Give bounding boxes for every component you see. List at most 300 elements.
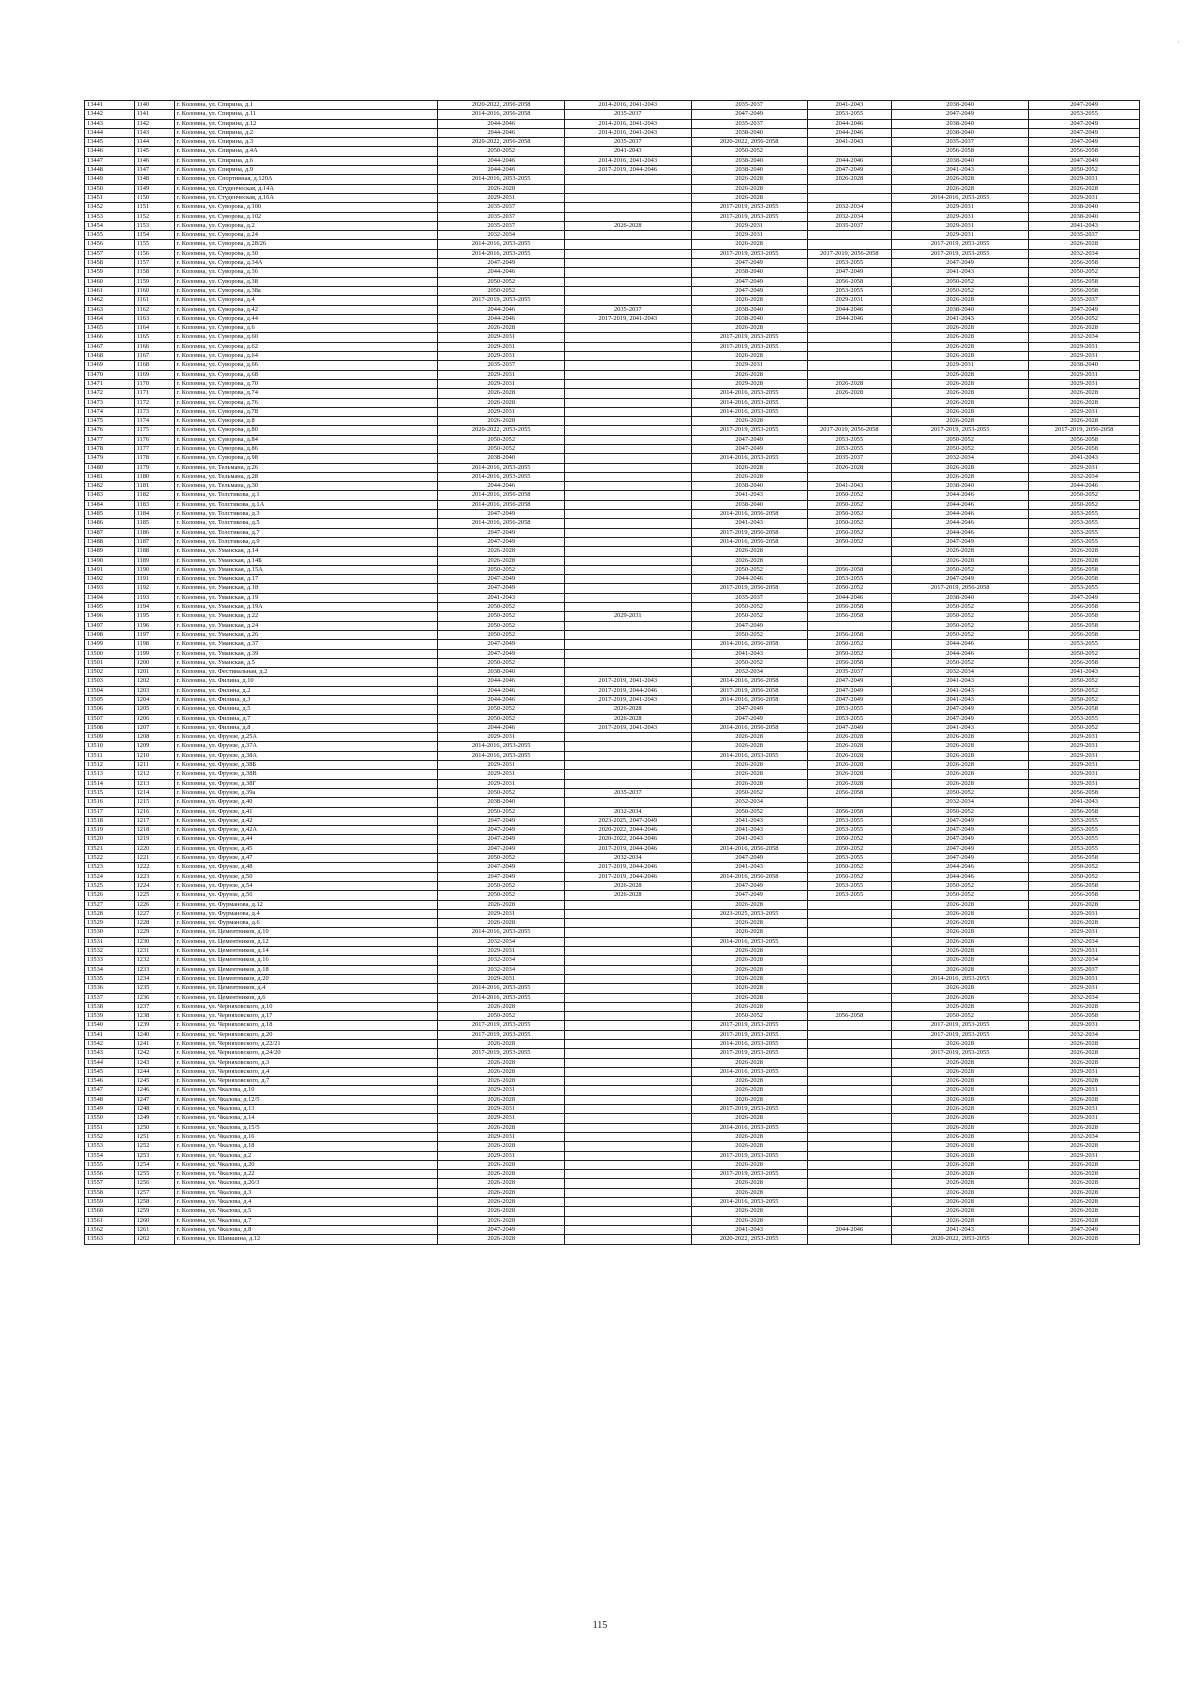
period-cell-1: 2014-2016, 2053-2055 (438, 463, 565, 472)
table-row (85, 277, 1140, 286)
address-cell: г. Коломна, ул. Фрунзе, д.38Б (174, 761, 438, 770)
period-cell-1: 2026-2028 (438, 547, 565, 556)
row-id-cell: 13507 (85, 714, 135, 723)
period-cell-1: 2020-2022, 2056-2058 (438, 138, 565, 147)
row-number-cell: 1144 (134, 138, 174, 147)
row-number-cell: 1233 (134, 965, 174, 974)
row-number-cell: 1203 (134, 686, 174, 695)
address-cell: г. Коломна, ул. Спирина, д.2 (174, 128, 438, 137)
period-cell-5: 2026-2028 (892, 919, 1029, 928)
table-row (85, 1049, 1140, 1058)
row-id-cell: 13465 (85, 324, 135, 333)
period-cell-1: 2050-2052 (438, 807, 565, 816)
period-cell-1: 2017-2019, 2053-2055 (438, 296, 565, 305)
row-id-cell: 13504 (85, 686, 135, 695)
row-number-cell: 1221 (134, 854, 174, 863)
period-cell-5: 2035-2037 (892, 138, 1029, 147)
row-number-cell: 1243 (134, 1058, 174, 1067)
period-cell-6: 2044-2046 (1029, 482, 1140, 491)
period-cell-5: 2026-2028 (892, 947, 1029, 956)
table-row (85, 705, 1140, 714)
period-cell-3: 2026-2028 (691, 770, 807, 779)
period-cell-4 (807, 928, 891, 937)
period-cell-2: 2026-2028 (565, 705, 692, 714)
table-row (85, 286, 1140, 295)
period-cell-3: 2026-2028 (691, 984, 807, 993)
period-cell-2 (565, 286, 692, 295)
address-cell: г. Коломна, ул. Спирина, д.9 (174, 166, 438, 175)
period-cell-2: 2035-2037 (565, 138, 692, 147)
address-cell: г. Коломна, ул. Черняховского, д.17 (174, 1012, 438, 1021)
period-cell-3: 2026-2028 (691, 919, 807, 928)
period-cell-2 (565, 1002, 692, 1011)
period-cell-1: 2026-2028 (438, 1198, 565, 1207)
period-cell-2: 2014-2016, 2041-2043 (565, 101, 692, 110)
period-cell-3: 2014-2016, 2053-2055 (691, 454, 807, 463)
period-cell-4 (807, 1198, 891, 1207)
row-number-cell: 1184 (134, 510, 174, 519)
row-id-cell: 13478 (85, 444, 135, 453)
row-id-cell: 13475 (85, 417, 135, 426)
row-id-cell: 13563 (85, 1235, 135, 1244)
period-cell-4 (807, 1132, 891, 1141)
period-cell-6: 2026-2028 (1029, 398, 1140, 407)
row-number-cell: 1225 (134, 891, 174, 900)
period-cell-4: 2026-2028 (807, 779, 891, 788)
period-cell-1: 2050-2052 (438, 603, 565, 612)
row-id-cell: 13506 (85, 705, 135, 714)
address-cell: г. Коломна, ул. Черняховского, д.3 (174, 1058, 438, 1067)
period-cell-1: 2029-2031 (438, 974, 565, 983)
period-cell-5: 2047-2049 (892, 826, 1029, 835)
period-cell-3: 2032-2034 (691, 668, 807, 677)
period-cell-1: 2014-2016, 2053-2055 (438, 928, 565, 937)
period-cell-2 (565, 454, 692, 463)
row-id-cell: 13444 (85, 128, 135, 137)
table-row (85, 1077, 1140, 1086)
period-cell-5: 2026-2028 (892, 1002, 1029, 1011)
row-number-cell: 1212 (134, 770, 174, 779)
period-cell-2 (565, 603, 692, 612)
row-number-cell: 1142 (134, 119, 174, 128)
address-cell: г. Коломна, ул. Цементников, д.18 (174, 965, 438, 974)
period-cell-2 (565, 212, 692, 221)
period-cell-6: 2053-2055 (1029, 844, 1140, 853)
period-cell-5: 2044-2046 (892, 510, 1029, 519)
table-row (85, 947, 1140, 956)
row-number-cell: 1246 (134, 1086, 174, 1095)
period-cell-6: 2029-2031 (1029, 751, 1140, 760)
table-row (85, 751, 1140, 760)
address-cell: г. Коломна, ул. Уманская, д.19А (174, 603, 438, 612)
period-cell-5: 2041-2043 (892, 677, 1029, 686)
period-cell-5: 2026-2028 (892, 1067, 1029, 1076)
period-cell-6: 2026-2028 (1029, 1049, 1140, 1058)
period-cell-5: 2044-2046 (892, 872, 1029, 881)
period-cell-6: 2047-2049 (1029, 101, 1140, 110)
row-number-cell: 1213 (134, 779, 174, 788)
period-cell-1: 2044-2046 (438, 482, 565, 491)
address-cell: г. Коломна, ул. Фурманова, д.12 (174, 900, 438, 909)
period-cell-2 (565, 1179, 692, 1188)
period-cell-5: 2026-2028 (892, 1188, 1029, 1197)
address-cell: г. Коломна, ул. Чкалова, д.26/3 (174, 1179, 438, 1188)
period-cell-3: 2029-2031 (691, 361, 807, 370)
period-cell-5: 2029-2031 (892, 221, 1029, 230)
table-row (85, 686, 1140, 695)
table-row (85, 184, 1140, 193)
period-cell-1: 2017-2019, 2053-2055 (438, 1030, 565, 1039)
period-cell-4: 2044-2046 (807, 1225, 891, 1234)
row-number-cell: 1165 (134, 333, 174, 342)
row-number-cell: 1206 (134, 714, 174, 723)
period-cell-2 (565, 658, 692, 667)
address-cell: г. Коломна, ул. Тельмана, д.26 (174, 463, 438, 472)
row-number-cell: 1197 (134, 630, 174, 639)
row-id-cell: 13496 (85, 612, 135, 621)
table-row (85, 714, 1140, 723)
table-row (85, 556, 1140, 565)
period-cell-6: 2050-2052 (1029, 863, 1140, 872)
period-cell-1: 2044-2046 (438, 686, 565, 695)
period-cell-4 (807, 324, 891, 333)
table-row (85, 1225, 1140, 1234)
period-cell-6: 2029-2031 (1029, 947, 1140, 956)
table-row (85, 361, 1140, 370)
row-number-cell: 1229 (134, 928, 174, 937)
table-row (85, 1207, 1140, 1216)
address-cell: г. Коломна, ул. Черняховского, д.18 (174, 1021, 438, 1030)
row-id-cell: 13467 (85, 342, 135, 351)
row-id-cell: 13480 (85, 463, 135, 472)
period-cell-5: 2017-2019, 2053-2055 (892, 1021, 1029, 1030)
address-cell: г. Коломна, ул. Цементников, д.20 (174, 974, 438, 983)
period-cell-1: 2032-2034 (438, 937, 565, 946)
row-number-cell: 1223 (134, 872, 174, 881)
period-cell-6: 2050-2052 (1029, 491, 1140, 500)
address-cell: г. Коломна, ул. Фрунзе, д.45 (174, 844, 438, 853)
period-cell-1: 2032-2034 (438, 965, 565, 974)
period-cell-2 (565, 510, 692, 519)
table-row (85, 472, 1140, 481)
period-cell-2 (565, 184, 692, 193)
period-cell-6: 2047-2049 (1029, 119, 1140, 128)
address-cell: г. Коломна, ул. Студенческая, д.14А (174, 184, 438, 193)
period-cell-3: 2047-2049 (691, 259, 807, 268)
period-cell-3: 2026-2028 (691, 1114, 807, 1123)
row-number-cell: 1161 (134, 296, 174, 305)
row-number-cell: 1228 (134, 919, 174, 928)
period-cell-5: 2047-2049 (892, 844, 1029, 853)
period-cell-3: 2026-2028 (691, 1095, 807, 1104)
period-cell-5: 2026-2028 (892, 1123, 1029, 1132)
table-row (85, 193, 1140, 202)
period-cell-6: 2050-2052 (1029, 872, 1140, 881)
period-cell-4: 2044-2046 (807, 593, 891, 602)
table-row (85, 138, 1140, 147)
period-cell-3: 2026-2028 (691, 1207, 807, 1216)
period-cell-3: 2047-2049 (691, 444, 807, 453)
row-id-cell: 13454 (85, 221, 135, 230)
row-number-cell: 1191 (134, 575, 174, 584)
table-row (85, 630, 1140, 639)
period-cell-2 (565, 203, 692, 212)
row-number-cell: 1148 (134, 175, 174, 184)
period-cell-1: 2044-2046 (438, 166, 565, 175)
address-cell: г. Коломна, ул. Суворова, д.36 (174, 268, 438, 277)
period-cell-2: 2026-2028 (565, 881, 692, 890)
period-cell-1: 2026-2028 (438, 324, 565, 333)
period-cell-4: 2053-2055 (807, 854, 891, 863)
data-table (84, 100, 1140, 1245)
period-cell-4: 2047-2049 (807, 166, 891, 175)
period-cell-2 (565, 537, 692, 546)
period-cell-3: 2026-2028 (691, 463, 807, 472)
period-cell-6: 2053-2055 (1029, 510, 1140, 519)
table-row (85, 575, 1140, 584)
period-cell-1: 2050-2052 (438, 435, 565, 444)
period-cell-3: 2026-2028 (691, 1216, 807, 1225)
period-cell-6: 2050-2052 (1029, 723, 1140, 732)
period-cell-1: 2026-2028 (438, 389, 565, 398)
period-cell-6: 2050-2052 (1029, 677, 1140, 686)
row-id-cell: 13500 (85, 649, 135, 658)
period-cell-2 (565, 965, 692, 974)
row-number-cell: 1262 (134, 1235, 174, 1244)
table-row (85, 510, 1140, 519)
period-cell-3: 2026-2028 (691, 370, 807, 379)
period-cell-6: 2056-2058 (1029, 603, 1140, 612)
table-row (85, 203, 1140, 212)
period-cell-5: 2026-2028 (892, 333, 1029, 342)
address-cell: г. Коломна, ул. Цементников, д.10 (174, 928, 438, 937)
row-number-cell: 1181 (134, 482, 174, 491)
period-cell-1: 2026-2028 (438, 1067, 565, 1076)
period-cell-4 (807, 342, 891, 351)
period-cell-1: 2014-2016, 2056-2058 (438, 491, 565, 500)
row-number-cell: 1185 (134, 519, 174, 528)
row-number-cell: 1145 (134, 147, 174, 156)
table-row (85, 463, 1140, 472)
period-cell-1: 2026-2028 (438, 1077, 565, 1086)
row-id-cell: 13523 (85, 863, 135, 872)
period-cell-3: 2026-2028 (691, 779, 807, 788)
row-id-cell: 13443 (85, 119, 135, 128)
row-id-cell: 13489 (85, 547, 135, 556)
period-cell-6: 2029-2031 (1029, 1105, 1140, 1114)
period-cell-6: 2035-2037 (1029, 296, 1140, 305)
row-id-cell: 13456 (85, 240, 135, 249)
period-cell-3: 2026-2028 (691, 761, 807, 770)
period-cell-2 (565, 417, 692, 426)
period-cell-1: 2041-2043 (438, 593, 565, 602)
period-cell-1: 2050-2052 (438, 714, 565, 723)
period-cell-4: 2056-2058 (807, 788, 891, 797)
period-cell-6: 2047-2049 (1029, 128, 1140, 137)
period-cell-2: 2035-2037 (565, 110, 692, 119)
period-cell-1: 2026-2028 (438, 1216, 565, 1225)
period-cell-6: 2026-2028 (1029, 389, 1140, 398)
period-cell-5: 2050-2052 (892, 1012, 1029, 1021)
row-number-cell: 1146 (134, 156, 174, 165)
address-cell: г. Коломна, ул. Спортивная, д.120А (174, 175, 438, 184)
period-cell-2 (565, 919, 692, 928)
period-cell-4: 2041-2043 (807, 101, 891, 110)
period-cell-3: 2038-2040 (691, 156, 807, 165)
address-cell: г. Коломна, ул. Уманская, д.5 (174, 658, 438, 667)
period-cell-1: 2050-2052 (438, 705, 565, 714)
period-cell-3: 2014-2016, 2053-2055 (691, 1039, 807, 1048)
row-number-cell: 1141 (134, 110, 174, 119)
address-cell: г. Коломна, ул. Суворова, д.98 (174, 454, 438, 463)
row-id-cell: 13550 (85, 1114, 135, 1123)
address-cell: г. Коломна, ул. Толстикова, д.7 (174, 528, 438, 537)
period-cell-1: 2044-2046 (438, 723, 565, 732)
period-cell-2 (565, 928, 692, 937)
period-cell-4 (807, 417, 891, 426)
row-number-cell: 1200 (134, 658, 174, 667)
row-id-cell: 13559 (85, 1198, 135, 1207)
row-number-cell: 1226 (134, 900, 174, 909)
period-cell-5: 2038-2040 (892, 119, 1029, 128)
address-cell: г. Коломна, ул. Чкалова, д.18 (174, 1142, 438, 1151)
address-cell: г. Коломна, ул. Чкалова, д.4 (174, 1198, 438, 1207)
period-cell-6: 2029-2031 (1029, 1021, 1140, 1030)
period-cell-2: 2017-2019, 2041-2043 (565, 696, 692, 705)
row-id-cell: 13558 (85, 1188, 135, 1197)
period-cell-4: 2044-2046 (807, 156, 891, 165)
row-number-cell: 1166 (134, 342, 174, 351)
period-cell-5: 2026-2028 (892, 417, 1029, 426)
period-cell-5: 2029-2031 (892, 212, 1029, 221)
period-cell-5: 2026-2028 (892, 1198, 1029, 1207)
period-cell-5: 2050-2052 (892, 435, 1029, 444)
period-cell-4: 2056-2058 (807, 565, 891, 574)
address-cell: г. Коломна, ул. Чкалова, д.8 (174, 1225, 438, 1234)
period-cell-6: 2050-2052 (1029, 686, 1140, 695)
period-cell-2 (565, 1030, 692, 1039)
address-cell: г. Коломна, ул. Цементников, д.6 (174, 993, 438, 1002)
period-cell-3: 2017-2019, 2053-2055 (691, 426, 807, 435)
row-id-cell: 13526 (85, 891, 135, 900)
period-cell-5: 2026-2028 (892, 379, 1029, 388)
period-cell-6: 2026-2028 (1029, 1142, 1140, 1151)
period-cell-3: 2020-2022, 2056-2058 (691, 138, 807, 147)
period-cell-5: 2026-2028 (892, 296, 1029, 305)
period-cell-6: 2056-2058 (1029, 658, 1140, 667)
row-id-cell: 13529 (85, 919, 135, 928)
address-cell: г. Коломна, ул. Уманская, д.39 (174, 649, 438, 658)
table-row (85, 314, 1140, 323)
period-cell-3: 2041-2043 (691, 519, 807, 528)
address-cell: г. Коломна, ул. Филина, д.10 (174, 677, 438, 686)
period-cell-2 (565, 240, 692, 249)
period-cell-1: 2047-2049 (438, 584, 565, 593)
address-cell: г. Коломна, ул. Чкалова, д.7 (174, 1216, 438, 1225)
period-cell-6: 2026-2028 (1029, 324, 1140, 333)
period-cell-1: 2026-2028 (438, 1123, 565, 1132)
row-number-cell: 1188 (134, 547, 174, 556)
row-number-cell: 1215 (134, 798, 174, 807)
period-cell-2 (565, 909, 692, 918)
period-cell-1: 2029-2031 (438, 1114, 565, 1123)
period-cell-6: 2026-2028 (1029, 1039, 1140, 1048)
period-cell-4: 2053-2055 (807, 259, 891, 268)
period-cell-6: 2050-2052 (1029, 268, 1140, 277)
period-cell-4: 2050-2052 (807, 500, 891, 509)
row-id-cell: 13503 (85, 677, 135, 686)
period-cell-6: 2026-2028 (1029, 1198, 1140, 1207)
address-cell: г. Коломна, ул. Уманская, д.15А (174, 565, 438, 574)
period-cell-2 (565, 1067, 692, 1076)
address-cell: г. Коломна, ул. Уманская, д.14 (174, 547, 438, 556)
period-cell-2: 2032-2034 (565, 807, 692, 816)
row-id-cell: 13522 (85, 854, 135, 863)
period-cell-4: 2050-2052 (807, 584, 891, 593)
period-cell-6: 2026-2028 (1029, 1058, 1140, 1067)
period-cell-3: 2014-2016, 2053-2055 (691, 389, 807, 398)
period-cell-4: 2050-2052 (807, 510, 891, 519)
table-row (85, 296, 1140, 305)
period-cell-3: 2047-2049 (691, 621, 807, 630)
row-id-cell: 13554 (85, 1151, 135, 1160)
row-number-cell: 1224 (134, 881, 174, 890)
period-cell-2: 2017-2019, 2044-2046 (565, 844, 692, 853)
table-row (85, 547, 1140, 556)
period-cell-2: 2014-2016, 2041-2043 (565, 156, 692, 165)
period-cell-6: 2032-2034 (1029, 1030, 1140, 1039)
period-cell-1: 2047-2049 (438, 259, 565, 268)
period-cell-2 (565, 277, 692, 286)
address-cell: г. Коломна, ул. Толстикова, д.3 (174, 510, 438, 519)
period-cell-6: 2026-2028 (1029, 1188, 1140, 1197)
row-id-cell: 13484 (85, 500, 135, 509)
period-cell-3: 2026-2028 (691, 193, 807, 202)
period-cell-4 (807, 919, 891, 928)
table-row (85, 1012, 1140, 1021)
period-cell-4 (807, 556, 891, 565)
period-cell-6: 2029-2031 (1029, 193, 1140, 202)
table-row (85, 156, 1140, 165)
period-cell-4: 2035-2037 (807, 221, 891, 230)
period-cell-4: 2026-2028 (807, 379, 891, 388)
period-cell-4 (807, 1123, 891, 1132)
table-row (85, 519, 1140, 528)
period-cell-1: 2038-2040 (438, 668, 565, 677)
row-id-cell: 13448 (85, 166, 135, 175)
period-cell-5: 2026-2028 (892, 547, 1029, 556)
period-cell-6: 2032-2034 (1029, 956, 1140, 965)
row-number-cell: 1183 (134, 500, 174, 509)
period-cell-4 (807, 1067, 891, 1076)
table-row (85, 584, 1140, 593)
table-row (85, 788, 1140, 797)
row-number-cell: 1153 (134, 221, 174, 230)
row-number-cell: 1247 (134, 1095, 174, 1104)
table-row (85, 984, 1140, 993)
address-cell: г. Коломна, ул. Фрунзе, д.42А (174, 826, 438, 835)
row-id-cell: 13487 (85, 528, 135, 537)
row-number-cell: 1205 (134, 705, 174, 714)
row-id-cell: 13455 (85, 231, 135, 240)
table-row (85, 407, 1140, 416)
row-number-cell: 1201 (134, 668, 174, 677)
period-cell-3: 2032-2034 (691, 798, 807, 807)
row-number-cell: 1257 (134, 1188, 174, 1197)
period-cell-3: 2047-2049 (691, 891, 807, 900)
table-row (85, 881, 1140, 890)
row-number-cell: 1236 (134, 993, 174, 1002)
